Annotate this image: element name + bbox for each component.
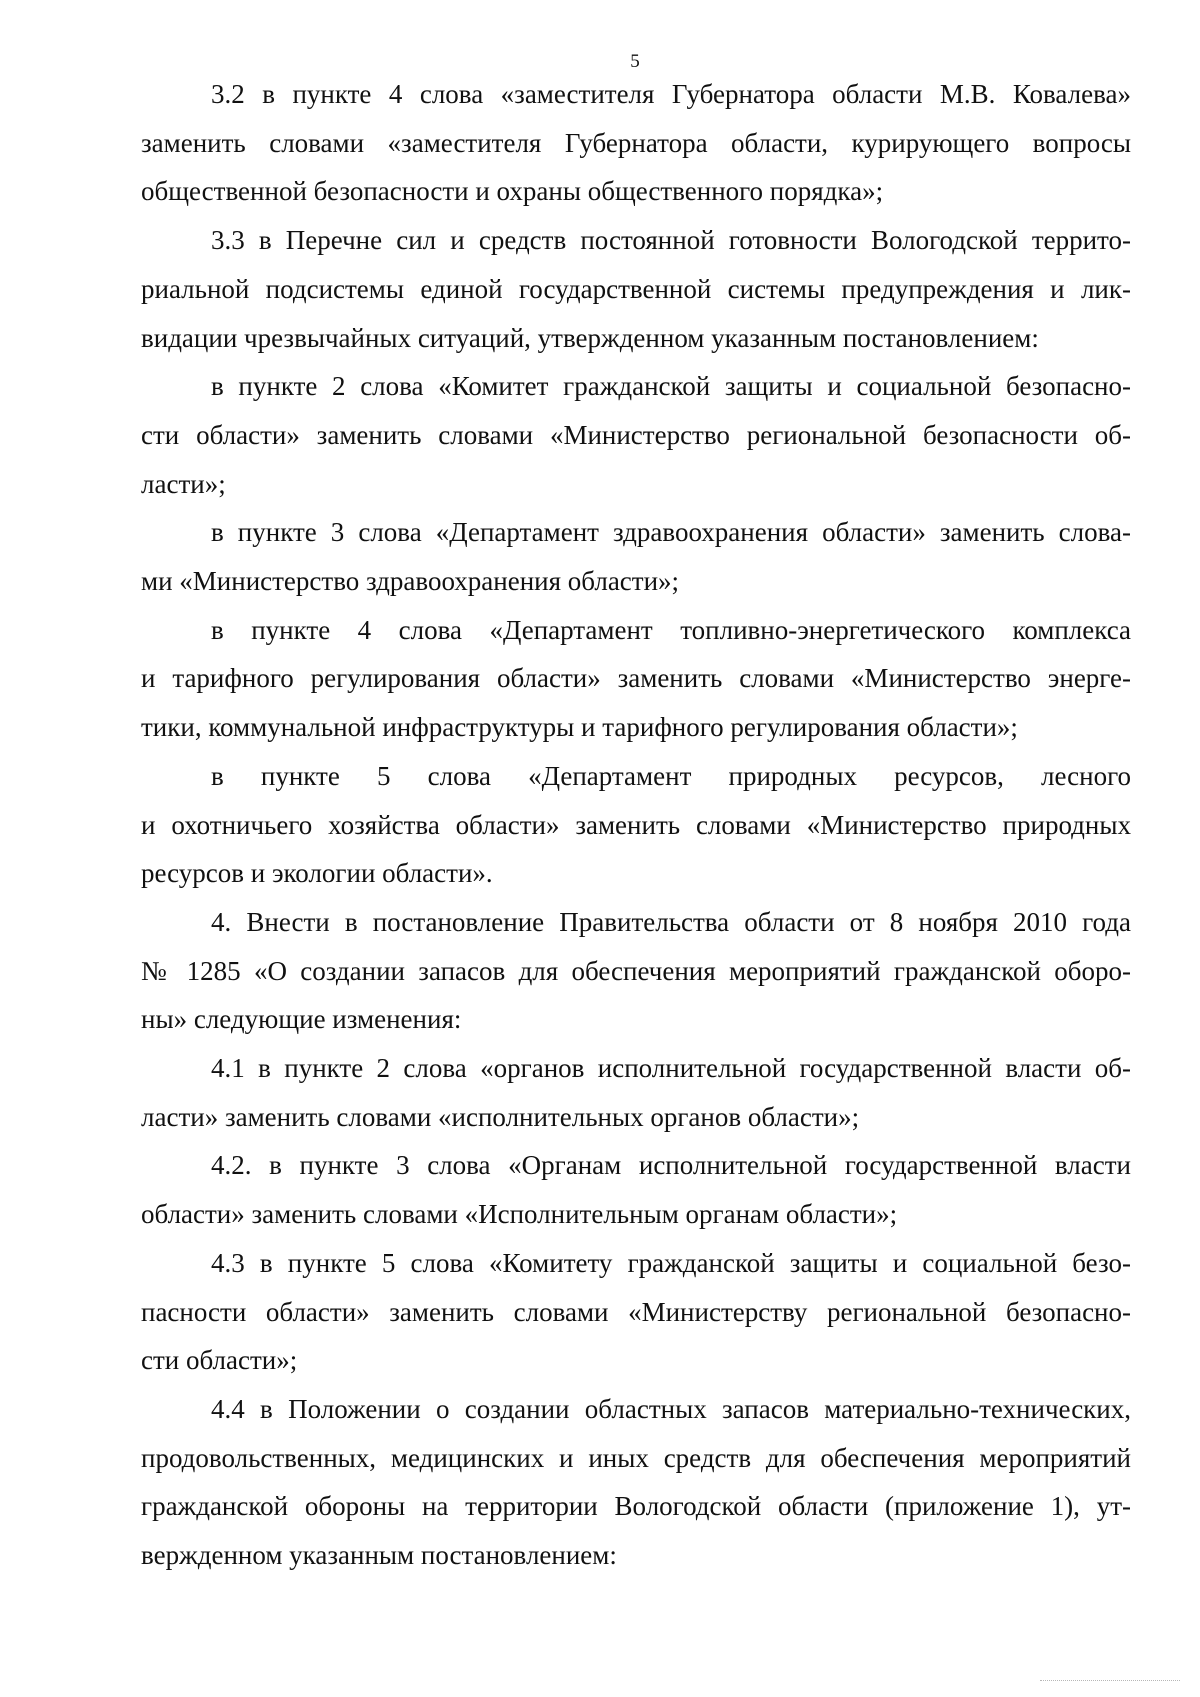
paragraph-4-2: [141, 1141, 1131, 1238]
text-line: вержденном указанным постановлением:: [141, 1540, 617, 1571]
text-line: тики, коммунальной инфраструктуры и тарифного регулирования области»;: [141, 712, 1018, 743]
text-line: сти области» заменить словами «Министерство региональной безопасности об-: [141, 419, 1131, 450]
text-line: ми «Министерство здравоохранения области»;: [141, 566, 680, 597]
paragraph-4-3: [141, 1239, 1131, 1385]
text-line: ресурсов и экологии области».: [141, 858, 493, 889]
text-line: риальной подсистемы единой государственной системы предупреждения и лик-: [141, 273, 1131, 304]
text-line: 3.2 в пункте 4 слова «заместителя Губернатора области М.В. Ковалева»: [211, 79, 1131, 109]
text-line: 4.3 в пункте 5 слова «Комитету гражданской защиты и социальной безо-: [211, 1247, 1131, 1278]
text-line: 4.1 в пункте 2 слова «органов исполнительной государственной власти об-: [211, 1053, 1131, 1084]
text-line: в пункте 2 слова «Комитет гражданской защиты и социальной безопасно-: [211, 371, 1131, 402]
text-line: пасности области» заменить словами «Министерству региональной безопасно-: [141, 1296, 1131, 1327]
text-line: 4. Внести в постановление Правительства области от 8 ноября 2010 года: [211, 906, 1131, 937]
text-line: общественной безопасности и охраны общественного порядка»;: [141, 176, 884, 207]
text-line: 4.2. в пункте 3 слова «Органам исполнительной государственной власти: [211, 1150, 1131, 1181]
text-line: и охотничьего хозяйства области» заменить словами «Министерство природных: [141, 809, 1131, 840]
text-line: 3.3 в Перечне сил и средств постоянной готовности Вологодской террито-: [211, 225, 1131, 256]
paragraph-item-5: [141, 752, 1131, 898]
text-line: № 1285 «О создании запасов для обеспечения мероприятий гражданской оборо-: [141, 955, 1131, 986]
paragraph-3-2: [141, 70, 1131, 216]
paragraph-4-1: [141, 1044, 1131, 1141]
paragraph-item-2: [141, 362, 1131, 508]
text-line: ласти» заменить словами «исполнительных органов области»;: [141, 1101, 860, 1132]
text-line: гражданской обороны на территории Вологодской области (приложение 1), ут-: [141, 1491, 1131, 1522]
scan-artifact: [1040, 1680, 1180, 1689]
page-number: 5: [630, 51, 640, 72]
text-line: в пункте 5 слова «Департамент природных ресурсов, лесного: [211, 760, 1131, 791]
text-line: продовольственных, медицинских и иных средств для обеспечения мероприятий: [141, 1442, 1131, 1473]
paragraph-4: [141, 898, 1131, 1044]
text-line: 4.4 в Положении о создании областных запасов материально-технических,: [211, 1393, 1131, 1424]
paragraph-item-3: [141, 508, 1131, 605]
text-line: ласти»;: [141, 468, 226, 499]
text-line: видации чрезвычайных ситуаций, утвержденном указанным постановлением:: [141, 322, 1039, 353]
text-line: в пункте 4 слова «Департамент топливно-энергетического комплекса: [211, 614, 1131, 645]
text-line: ны» следующие изменения:: [141, 1004, 462, 1035]
paragraph-3-3: [141, 216, 1131, 362]
text-line: заменить словами «заместителя Губернатора области, курирующего вопросы: [141, 127, 1131, 158]
text-line: сти области»;: [141, 1345, 298, 1376]
text-line: и тарифного регулирования области» заменить словами «Министерство энерге-: [141, 663, 1131, 694]
paragraph-4-4: [141, 1385, 1131, 1580]
document-body: [141, 70, 1131, 1580]
text-line: в пункте 3 слова «Департамент здравоохранения области» заменить слова-: [211, 517, 1131, 548]
text-line: области» заменить словами «Исполнительным органам области»;: [141, 1199, 898, 1230]
paragraph-item-4: [141, 606, 1131, 752]
